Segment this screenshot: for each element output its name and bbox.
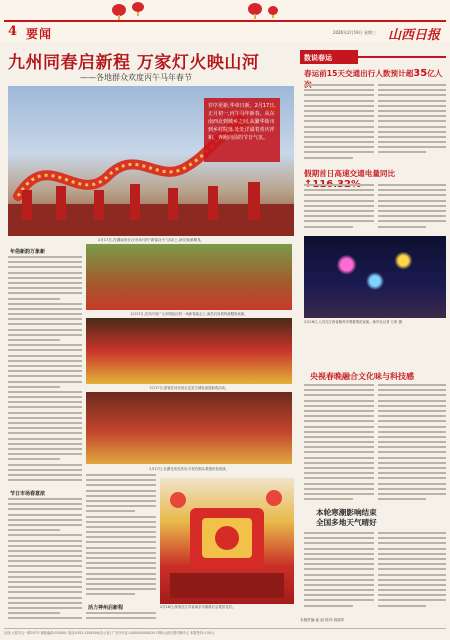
stat-headline-2-text: 假期首日高速交通电量同比 [304,169,396,178]
lantern-icon [112,4,126,16]
data-banner [300,50,446,64]
photo-caption: 2月17日,在湖南省长沙市举行的“新春社火”活动上,演员表演舞龙。 [97,238,205,242]
weather-headline [316,508,446,528]
weather-headline-line-1: 本轮寒潮影响结束 [316,508,377,517]
fireworks-photo[interactable] [304,236,446,318]
weather-headline-line-2: 全国多地天气晴好 [316,518,377,527]
page-number: 4 [8,24,18,39]
lamp-caption: 2月16日,游客在江苏省南京市秦淮灯会观赏花灯。 [160,605,236,609]
paper-logo: 山西日报 [387,28,440,43]
stat-headline-1-number: 35 [413,68,428,79]
article-column [8,256,82,486]
collage-photo[interactable] [86,318,292,384]
collage-photo[interactable] [86,244,292,310]
section-heading: 节日市场春意浓 [10,491,46,497]
footer-rule [4,628,446,629]
stat-headline-1-unit: 亿人 [427,69,443,78]
article-column [378,184,446,232]
section-name: 要闻 [26,27,53,41]
lantern-display-photo[interactable] [160,478,294,604]
lantern-icon [248,3,262,15]
footer-info: 社址:太原市五一路207号 邮政编码:030001 电话:0351-4282500(办公室) 广告许可证:1400004000020 印刷:山西日报印刷中心 本报售价:1.50元 [4,631,215,635]
photo-intro-box: 岁序更新,华章日新。2月17日,正月初一,丙午马年新春。从东南西北到城乡之间,从繁华街市到乡村院落,处处洋溢着喜庆祥和、奔跑向前的节日气氛。 [204,98,280,162]
banner-rule [358,56,446,58]
photo-collage [86,244,292,464]
article-column [378,532,446,614]
page-header [0,0,450,42]
stat-headline-1-text: 春运前15天交通出行人数预计超 [304,69,414,78]
lantern-icon [268,6,278,15]
article-column [304,384,374,502]
header-rule [4,20,446,22]
collage-caption: 2月17日,在四川省广元市昭化区的一场新春庙会上,演员们身着传统服饰表演。 [130,312,248,316]
collage-caption: 2月17日,在湖北省宜昌市,市民在街头观看民俗表演。 [149,467,229,471]
section-heading: 活力神州启新程 [88,605,124,611]
article-column [304,184,374,232]
collage-caption: 2月17日,游客在河北省正定县古城参加迎新春活动。 [149,386,229,390]
article-column [378,384,446,502]
issue-date: 2026年2月19日 星期三 [332,30,376,35]
main-subhead: ——各地群众欢度丙午马年春节 [80,73,192,82]
main-headline: 九州同春启新程 万家灯火映山河 [8,53,260,73]
banner-tag: 数说春运 [300,50,358,64]
lantern-illustration [160,478,294,604]
collage-photo[interactable] [86,392,292,464]
lantern-icon [132,2,144,12]
article-column [304,532,374,614]
editor-credit: 本版责编:崔 丽 校对:刘丽苹 [300,618,345,622]
article-column [8,498,82,622]
gala-headline: 央视春晚融合文化味与科技感 [310,372,414,381]
article-column [86,474,156,600]
article-column [86,612,156,626]
fireworks-caption: 2月16日,人们在江西省赣州市观看烟花表演。新华社记者 万象 摄 [304,320,402,324]
section-heading: 年俗新韵万象新 [10,249,46,255]
article-column [378,84,446,164]
dragon-dance-photo[interactable] [8,86,294,236]
article-column [304,84,374,164]
